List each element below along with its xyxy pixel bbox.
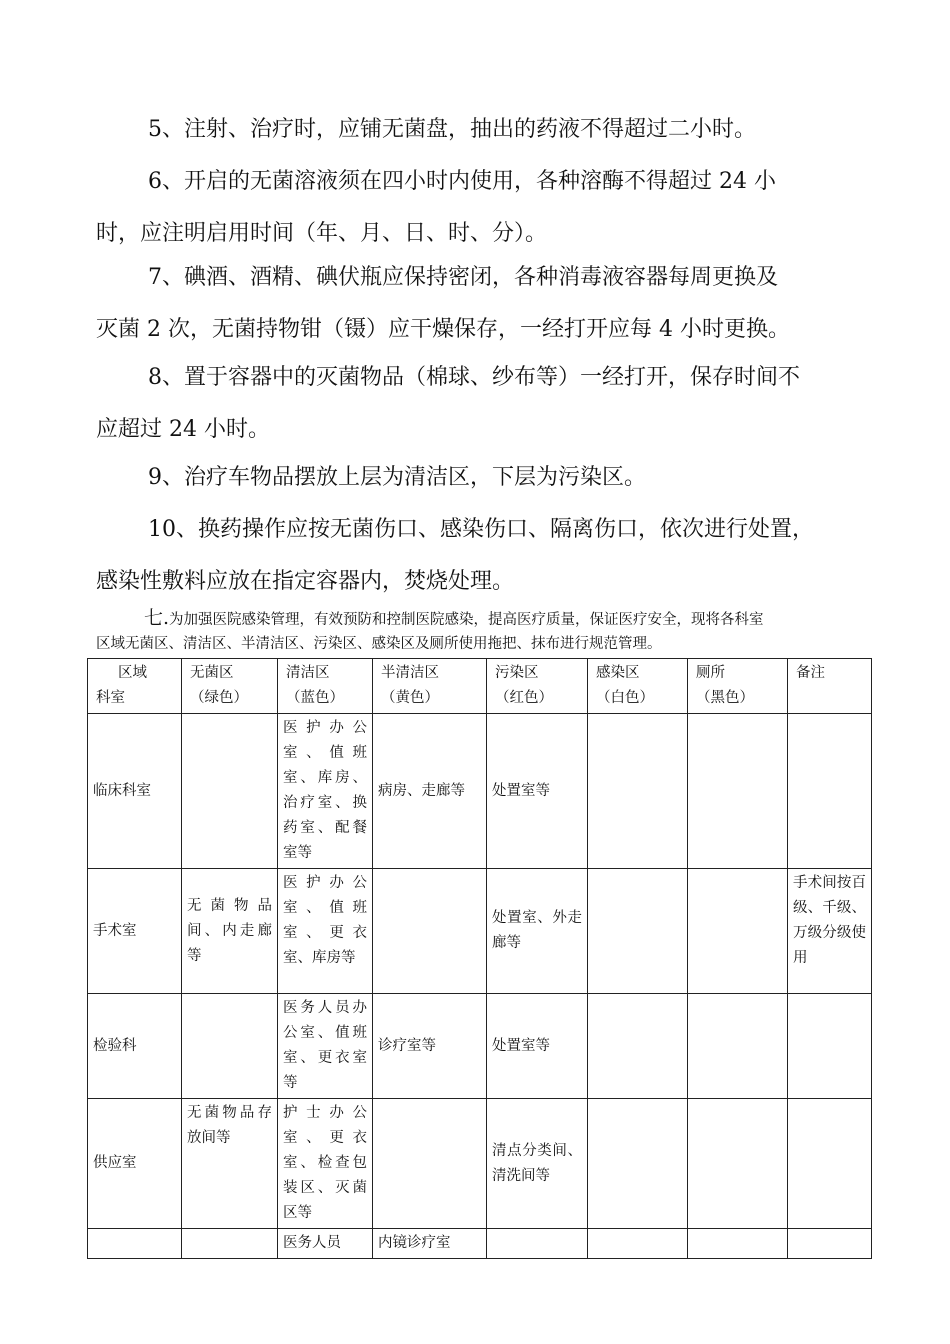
paragraph-line: 应超过 24 小时。	[96, 417, 270, 442]
paragraph-line: 10、换药操作应按无菌伤口、感染伤口、隔离伤口，依次进行处置，	[148, 517, 814, 542]
cell-toilet	[688, 869, 788, 994]
cell-remarks	[788, 1229, 872, 1259]
cell-toilet	[688, 1229, 788, 1259]
header-toilet: 厕所 （黑色）	[688, 659, 788, 714]
paragraph-line: 7、碘酒、酒精、碘伏瓶应保持密闭，各种消毒液容器每周更换及	[148, 265, 778, 290]
paragraph-5	[96, 104, 858, 156]
cell-semi-clean	[373, 869, 487, 994]
header-remarks: 备注	[788, 659, 872, 714]
cell-contaminated: 处置室等	[487, 994, 588, 1099]
cell-contaminated: 处置室、外走廊等	[487, 869, 588, 994]
cell-sterile	[182, 994, 278, 1099]
cell-toilet	[688, 994, 788, 1099]
paragraph-9	[96, 452, 858, 504]
paragraph-7	[96, 252, 858, 356]
table-row	[88, 994, 872, 1099]
header-contaminated: 污染区 （红色）	[487, 659, 588, 714]
cell-clean: 医护办公室、值班室、更衣室、库房等	[278, 869, 373, 994]
table-row	[88, 1229, 872, 1259]
intro-line-2: 区域无菌区、清洁区、半清洁区、污染区、感染区及厕所使用拖把、抹布进行规范管理。	[96, 636, 662, 652]
cell-clean: 医护办公室、值班室、库房、治疗室、换药室、配餐室等	[278, 714, 373, 869]
paragraph-10	[96, 504, 858, 608]
paragraph-line: 时，应注明启用时间（年、月、日、时、分）。	[96, 221, 548, 246]
header-semi-clean: 半清洁区 （黄色）	[373, 659, 487, 714]
cell-clean: 护士办公室、更衣室、检查包装区、灭菌区等	[278, 1099, 373, 1229]
zone-table	[87, 658, 872, 1259]
cell-toilet	[688, 1099, 788, 1229]
paragraph-line: 灭菌 2 次，无菌持物钳（镊）应干燥保存，一经打开应每 4 小时更换。	[96, 317, 790, 342]
header-region: 区域 科室	[88, 659, 182, 714]
cell-sterile: 无菌物品存放间等	[182, 1099, 278, 1229]
cell-remarks	[788, 994, 872, 1099]
cell-semi-clean	[373, 1099, 487, 1229]
cell-semi-clean: 诊疗室等	[373, 994, 487, 1099]
cell-contaminated: 清点分类间、清洗间等	[487, 1099, 588, 1229]
row-department: 供应室	[88, 1099, 182, 1229]
row-department	[88, 1229, 182, 1259]
cell-remarks	[788, 714, 872, 869]
cell-contaminated: 处置室等	[487, 714, 588, 869]
cell-clean: 医务人员	[278, 1229, 373, 1259]
cell-infection	[588, 1099, 688, 1229]
section-seven-intro	[96, 606, 866, 656]
cell-toilet	[688, 714, 788, 869]
cell-infection	[588, 994, 688, 1099]
row-department: 手术室	[88, 869, 182, 994]
cell-sterile	[182, 714, 278, 869]
cell-infection	[588, 1229, 688, 1259]
paragraph-6	[96, 156, 858, 260]
cell-remarks: 手术间按百级、千级、万级分级使用	[788, 869, 872, 994]
table-row	[88, 1099, 872, 1229]
row-department: 检验科	[88, 994, 182, 1099]
section-number: 七.	[144, 607, 170, 629]
cell-infection	[588, 714, 688, 869]
intro-text: 为加强医院感染管理，有效预防和控制医院感染，提高医疗质量，保证医疗安全，现将各科室	[169, 612, 764, 628]
header-infection: 感染区 （白色）	[588, 659, 688, 714]
paragraph-line: 9、治疗车物品摆放上层为清洁区，下层为污染区。	[148, 465, 646, 490]
cell-remarks	[788, 1099, 872, 1229]
paragraph-line: 6、开启的无菌溶液须在四小时内使用，各种溶酶不得超过 24 小	[148, 169, 776, 194]
cell-contaminated	[487, 1229, 588, 1259]
paragraph-line: 8、置于容器中的灭菌物品（棉球、纱布等）一经打开，保存时间不	[148, 365, 800, 390]
header-clean: 清洁区 （蓝色）	[278, 659, 373, 714]
table-row	[88, 714, 872, 869]
intro-line-1	[96, 606, 866, 632]
cell-semi-clean: 内镜诊疗室	[373, 1229, 487, 1259]
table-row	[88, 869, 872, 994]
cell-sterile: 无菌物品间、内走廊等	[182, 869, 278, 994]
paragraph-8	[96, 352, 858, 456]
paragraph-line: 感染性敷料应放在指定容器内，焚烧处理。	[96, 569, 515, 594]
cell-sterile	[182, 1229, 278, 1259]
row-department: 临床科室	[88, 714, 182, 869]
cell-clean: 医务人员办公室、值班室、更衣室等	[278, 994, 373, 1099]
table-header-row	[88, 659, 872, 714]
paragraph-line: 5、注射、治疗时，应铺无菌盘，抽出的药液不得超过二小时。	[148, 117, 756, 142]
header-sterile: 无菌区 （绿色）	[182, 659, 278, 714]
cell-infection	[588, 869, 688, 994]
cell-semi-clean: 病房、走廊等	[373, 714, 487, 869]
